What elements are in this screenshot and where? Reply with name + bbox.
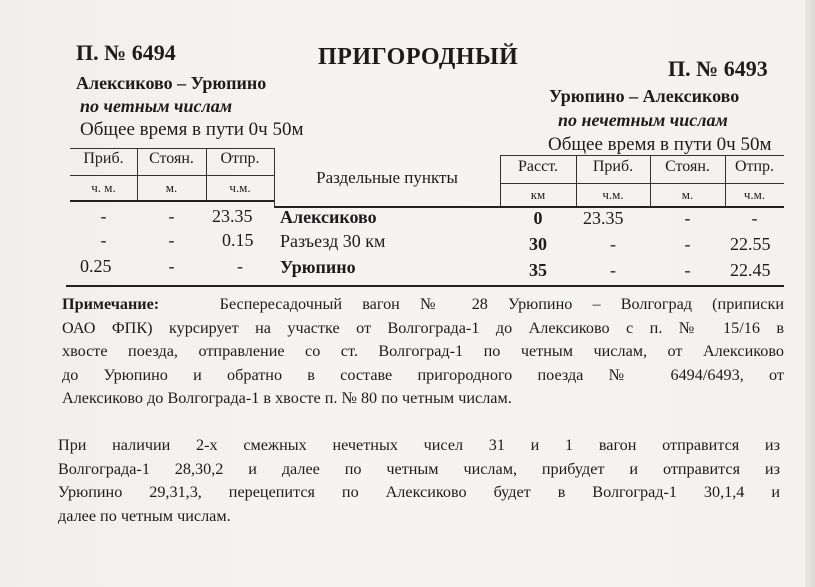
header-arrival-left: Приб.	[83, 150, 124, 167]
right-train-route: Урюпино – Алексиково	[549, 86, 740, 106]
header-distance-unit: км	[530, 187, 546, 202]
cell-departure-right: 22.55	[730, 234, 771, 254]
cell-departure-right: 22.45	[730, 260, 771, 280]
header-stop-left: Стоян.	[149, 150, 194, 167]
left-train-days: по четным числам	[80, 96, 233, 116]
cell-arrival-left: -	[100, 230, 107, 250]
table-line	[70, 175, 274, 176]
note-paragraph-1	[62, 293, 784, 411]
header-distance: Расст.	[518, 158, 558, 175]
table-line	[500, 183, 784, 184]
header-stations: Раздельные пункты	[316, 168, 458, 187]
header-arrival-left-unit: ч. м.	[91, 180, 116, 195]
cell-arrival-right: -	[610, 260, 616, 280]
cell-departure-left: 0.15	[222, 230, 254, 250]
note-paragraph-2	[58, 434, 780, 528]
cell-stop-right: -	[684, 234, 691, 254]
note-line	[62, 293, 784, 317]
cell-departure-right: -	[751, 208, 758, 228]
header-stop-right-unit: м.	[681, 187, 694, 202]
table-line	[66, 285, 784, 287]
note-line: до Урюпино и обратно в составе пригородного поезда № 6494/6493, от	[62, 365, 784, 384]
table-line	[500, 155, 784, 156]
right-train-number: П. № 6493	[668, 56, 768, 81]
left-train-route: Алексиково – Урюпино	[76, 73, 267, 93]
left-train-number: П. № 6494	[76, 40, 176, 65]
note-line: При наличии 2-х смежных нечетных чисел 31 и 1 вагон отправится из	[58, 436, 780, 454]
note-line: хвосте поезда, отправление со ст. Волгоград-1 по четным числам, от Алексиково	[62, 342, 784, 360]
cell-arrival-right: 23.35	[583, 208, 624, 228]
cell-stop-right: -	[684, 260, 691, 280]
cell-stop-right: -	[684, 208, 691, 228]
cell-arrival-left: -	[100, 206, 107, 226]
cell-departure-left: -	[237, 256, 243, 276]
header-departure-left: Отпр.	[220, 150, 260, 167]
header-stop-right: Стоян.	[665, 158, 710, 175]
cell-departure-left: 23.35	[212, 206, 253, 226]
cell-station: Урюпино	[280, 257, 356, 277]
header-stop-left-unit: м.	[165, 180, 178, 195]
note-line: далее по четным числам.	[58, 506, 231, 525]
table-line	[70, 200, 274, 202]
page-edge-shadow	[805, 0, 815, 587]
note-line: ОАО ФПК) курсирует на участке от Волгограда-1 до Алексиково с п. № 15/16 в	[62, 318, 784, 337]
cell-arrival-left: 0.25	[80, 256, 112, 276]
cell-stop-left: -	[168, 256, 175, 276]
note-label: Примечание:	[62, 295, 160, 313]
right-train-days: по нечетным числам	[558, 110, 728, 130]
cell-station: Алексиково	[280, 207, 377, 227]
cell-stop-left: -	[168, 206, 175, 226]
note-line: Урюпино 29,31,3, перецепится по Алексиково будет в Волгоград-1 30,1,4 и	[58, 483, 780, 501]
page-title: ПРИГОРОДНЫЙ	[318, 44, 519, 70]
header-departure-right-unit: ч.м.	[743, 187, 766, 202]
header-departure-right: Отпр.	[734, 158, 775, 175]
cell-stop-left: -	[168, 230, 175, 250]
table-line	[70, 148, 274, 149]
cell-station: Разъезд 30 км	[280, 231, 386, 251]
header-arrival-right-unit: ч.м.	[602, 187, 624, 202]
cell-arrival-right: -	[610, 234, 616, 254]
header-departure-left-unit: ч.м.	[229, 180, 251, 195]
cell-distance: 35	[529, 260, 547, 280]
cell-distance: 0	[533, 208, 543, 228]
note-text: Беспересадочный вагон № 28 Урюпино – Волгоград (приписки	[219, 295, 784, 313]
note-line: Алексиково до Волгограда-1 в хвосте п. № 80 по четным числам.	[62, 389, 512, 407]
left-train-total-time: Общее время в пути 0ч 50м	[80, 119, 304, 140]
cell-distance: 30	[529, 234, 547, 254]
right-train-total-time: Общее время в пути 0ч 50м	[548, 134, 772, 155]
note-line: Волгограда-1 28,30,2 и далее по четным числам, прибудет и отправится из	[58, 459, 780, 478]
header-arrival-right: Приб.	[592, 158, 634, 175]
